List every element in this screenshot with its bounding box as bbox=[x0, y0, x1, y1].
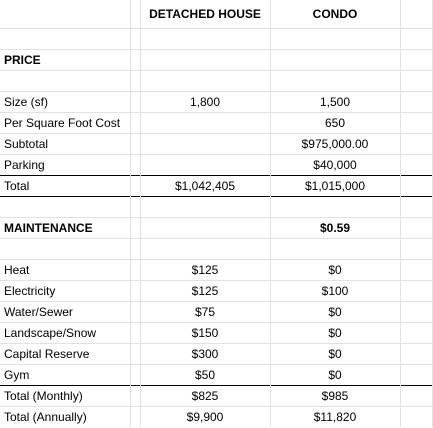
header-row bbox=[0, 0, 433, 29]
empty-row bbox=[0, 197, 433, 218]
total-row bbox=[0, 176, 433, 197]
cell[interactable] bbox=[400, 365, 433, 386]
row-label[interactable]: Parking bbox=[0, 155, 130, 176]
table-row bbox=[0, 407, 433, 428]
table-row bbox=[0, 92, 433, 113]
cell[interactable] bbox=[130, 197, 140, 218]
condo-maintenance-rate[interactable]: $0.59 bbox=[270, 218, 400, 239]
row-label[interactable]: Gym bbox=[0, 365, 130, 386]
cell[interactable] bbox=[130, 134, 140, 155]
table-row bbox=[0, 365, 433, 386]
cell[interactable] bbox=[130, 281, 140, 302]
condo-value[interactable]: $0 bbox=[270, 365, 400, 386]
cell[interactable] bbox=[0, 0, 130, 29]
cell[interactable] bbox=[140, 239, 270, 260]
row-label[interactable]: Capital Reserve bbox=[0, 344, 130, 365]
row-label[interactable]: Heat bbox=[0, 260, 130, 281]
detached-value[interactable]: $300 bbox=[140, 344, 270, 365]
detached-value[interactable]: $125 bbox=[140, 281, 270, 302]
cell[interactable] bbox=[400, 0, 433, 29]
cell[interactable] bbox=[0, 197, 130, 218]
table-row bbox=[0, 134, 433, 155]
cell[interactable] bbox=[0, 239, 130, 260]
cell[interactable] bbox=[130, 92, 140, 113]
condo-value[interactable]: $0 bbox=[270, 302, 400, 323]
cell[interactable] bbox=[400, 197, 433, 218]
cell[interactable] bbox=[400, 302, 433, 323]
cell[interactable] bbox=[400, 176, 433, 197]
detached-value[interactable] bbox=[140, 155, 270, 176]
row-label[interactable]: Subtotal bbox=[0, 134, 130, 155]
cell[interactable] bbox=[130, 302, 140, 323]
condo-value[interactable]: $0 bbox=[270, 260, 400, 281]
row-label[interactable]: Total bbox=[0, 176, 130, 197]
row-label[interactable]: Landscape/Snow bbox=[0, 323, 130, 344]
table-row bbox=[0, 155, 433, 176]
price-section-label[interactable]: PRICE bbox=[0, 50, 130, 71]
cell[interactable] bbox=[130, 176, 140, 197]
cell[interactable] bbox=[400, 239, 433, 260]
condo-value[interactable]: $1,015,000 bbox=[270, 176, 400, 197]
detached-value[interactable]: $825 bbox=[140, 386, 270, 407]
cell[interactable] bbox=[130, 50, 140, 71]
detached-value[interactable]: $125 bbox=[140, 260, 270, 281]
cell[interactable] bbox=[130, 29, 140, 50]
cell[interactable] bbox=[400, 134, 433, 155]
condo-value[interactable]: $0 bbox=[270, 323, 400, 344]
header-condo[interactable]: CONDO bbox=[270, 0, 400, 29]
empty-row bbox=[0, 71, 433, 92]
table-row bbox=[0, 113, 433, 134]
cell[interactable] bbox=[130, 239, 140, 260]
row-label[interactable]: Size (sf) bbox=[0, 92, 130, 113]
row-label[interactable]: Total (Annually) bbox=[0, 407, 130, 428]
cell[interactable] bbox=[400, 344, 433, 365]
cell[interactable] bbox=[270, 50, 400, 71]
cell[interactable] bbox=[400, 407, 433, 428]
detached-value[interactable]: 1,800 bbox=[140, 92, 270, 113]
cell[interactable] bbox=[140, 50, 270, 71]
table-row bbox=[0, 281, 433, 302]
cell[interactable] bbox=[130, 365, 140, 386]
maintenance-section-label[interactable]: MAINTENANCE bbox=[0, 218, 130, 239]
cell[interactable] bbox=[0, 29, 130, 50]
cell[interactable] bbox=[140, 29, 270, 50]
empty-row bbox=[0, 29, 433, 50]
cell[interactable] bbox=[400, 386, 433, 407]
table-row bbox=[0, 302, 433, 323]
cell[interactable] bbox=[130, 0, 140, 29]
condo-value[interactable]: $985 bbox=[270, 386, 400, 407]
detached-value[interactable] bbox=[140, 134, 270, 155]
maintenance-section-row bbox=[0, 218, 433, 239]
cell[interactable] bbox=[140, 218, 270, 239]
row-label[interactable]: Total (Monthly) bbox=[0, 386, 130, 407]
table-row bbox=[0, 344, 433, 365]
detached-value[interactable]: $150 bbox=[140, 323, 270, 344]
cell[interactable] bbox=[270, 197, 400, 218]
cell[interactable] bbox=[130, 155, 140, 176]
cell[interactable] bbox=[400, 218, 433, 239]
cell[interactable] bbox=[130, 344, 140, 365]
cell[interactable] bbox=[400, 50, 433, 71]
cell[interactable] bbox=[270, 71, 400, 92]
cell[interactable] bbox=[400, 29, 433, 50]
cell[interactable] bbox=[130, 71, 140, 92]
cell[interactable] bbox=[400, 281, 433, 302]
row-label[interactable]: Water/Sewer bbox=[0, 302, 130, 323]
cell[interactable] bbox=[130, 323, 140, 344]
table-row bbox=[0, 323, 433, 344]
table-row bbox=[0, 260, 433, 281]
header-detached-house[interactable]: DETACHED HOUSE bbox=[140, 0, 270, 29]
condo-value[interactable]: $40,000 bbox=[270, 155, 400, 176]
condo-value[interactable]: $100 bbox=[270, 281, 400, 302]
cell[interactable] bbox=[130, 218, 140, 239]
detached-value[interactable]: $75 bbox=[140, 302, 270, 323]
total-row bbox=[0, 386, 433, 407]
condo-value[interactable]: 650 bbox=[270, 113, 400, 134]
price-section-row bbox=[0, 50, 433, 71]
cell[interactable] bbox=[400, 71, 433, 92]
cell[interactable] bbox=[270, 239, 400, 260]
cell[interactable] bbox=[130, 113, 140, 134]
cell[interactable] bbox=[140, 197, 270, 218]
condo-value[interactable]: $11,820 bbox=[270, 407, 400, 428]
cell[interactable] bbox=[0, 71, 130, 92]
row-label[interactable]: Per Square Foot Cost bbox=[0, 113, 130, 134]
cell[interactable] bbox=[130, 407, 140, 428]
condo-value[interactable]: 1,500 bbox=[270, 92, 400, 113]
detached-value[interactable]: $1,042,405 bbox=[140, 176, 270, 197]
detached-value[interactable]: $50 bbox=[140, 365, 270, 386]
cell[interactable] bbox=[270, 29, 400, 50]
empty-row bbox=[0, 239, 433, 260]
cell[interactable] bbox=[400, 260, 433, 281]
cell[interactable] bbox=[130, 260, 140, 281]
cell[interactable] bbox=[140, 71, 270, 92]
condo-value[interactable]: $0 bbox=[270, 344, 400, 365]
detached-value[interactable] bbox=[140, 113, 270, 134]
row-label[interactable]: Electricity bbox=[0, 281, 130, 302]
detached-value[interactable]: $9,900 bbox=[140, 407, 270, 428]
cell[interactable] bbox=[400, 323, 433, 344]
condo-value[interactable]: $975,000.00 bbox=[270, 134, 400, 155]
cell[interactable] bbox=[400, 92, 433, 113]
cell[interactable] bbox=[400, 155, 433, 176]
cell[interactable] bbox=[400, 113, 433, 134]
cell[interactable] bbox=[130, 386, 140, 407]
